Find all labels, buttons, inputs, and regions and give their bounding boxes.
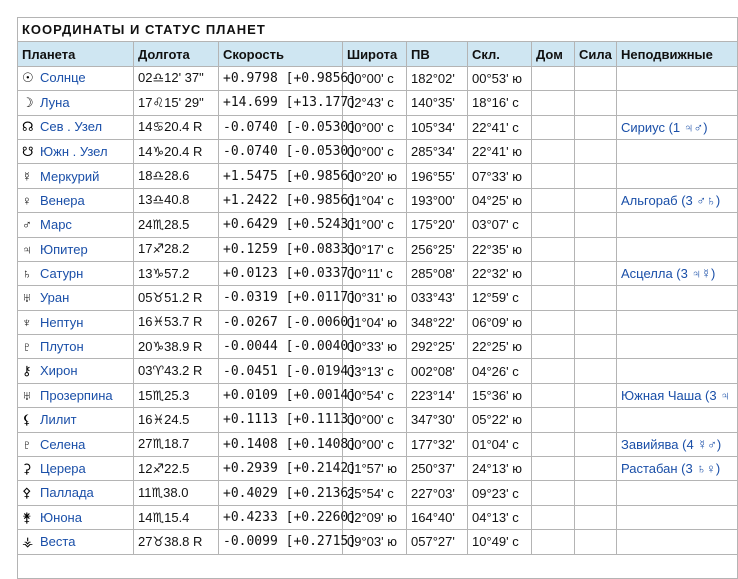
table-row — [18, 505, 738, 529]
table-row — [18, 335, 738, 359]
speed-cell: +1.2422 [+0.9856] — [219, 188, 343, 212]
power-cell — [575, 237, 617, 261]
ra-cell: 223°14' — [407, 383, 468, 407]
declination-cell: 22°35' ю — [468, 237, 532, 261]
fixed-star-link — [617, 213, 738, 237]
power-cell — [575, 164, 617, 188]
power-cell — [575, 91, 617, 115]
house-cell — [532, 530, 575, 554]
declination-cell: 15°36' ю — [468, 383, 532, 407]
fixed-star-link — [617, 505, 738, 529]
fixed-star-link — [617, 237, 738, 261]
planet-name-label[interactable]: Прозерпина — [40, 388, 113, 404]
speed-cell: -0.0099 [+0.2715] — [219, 530, 343, 554]
power-cell — [575, 261, 617, 285]
house-cell — [532, 383, 575, 407]
longitude-cell: 24♏28.5 — [134, 213, 219, 237]
speed-cell: +0.9798 [+0.9856] — [219, 66, 343, 90]
declination-cell: 04°26' с — [468, 359, 532, 383]
speed-cell: +0.0109 [+0.0014] — [219, 383, 343, 407]
planet-name-link[interactable] — [18, 335, 134, 359]
planet-name-label[interactable]: Марс — [40, 217, 72, 233]
table-row — [18, 164, 738, 188]
latitude-cell: 00°11' с — [343, 261, 407, 285]
planet-name-label[interactable]: Хирон — [40, 363, 78, 379]
longitude-cell: 16♓53.7 R — [134, 310, 219, 334]
table-row — [18, 91, 738, 115]
house-cell — [532, 432, 575, 456]
latitude-cell: 00°17' с — [343, 237, 407, 261]
speed-cell: -0.0740 [-0.0530] — [219, 139, 343, 163]
longitude-cell: 14♋20.4 R — [134, 115, 219, 139]
planet-name-label[interactable]: Уран — [40, 290, 70, 306]
power-cell — [575, 505, 617, 529]
longitude-cell: 14♏15.4 — [134, 505, 219, 529]
ra-cell: 196°55' — [407, 164, 468, 188]
fixed-star-link — [617, 335, 738, 359]
longitude-cell: 05♉51.2 R — [134, 286, 219, 310]
planet-name-link[interactable] — [18, 383, 134, 407]
house-cell — [532, 66, 575, 90]
longitude-cell: 02♎12' 37" — [134, 66, 219, 90]
declination-cell: 04°13' с — [468, 505, 532, 529]
latitude-cell: 01°04' с — [343, 188, 407, 212]
longitude-cell: 03♈43.2 R — [134, 359, 219, 383]
declination-cell: 22°32' ю — [468, 261, 532, 285]
ra-cell: 164°40' — [407, 505, 468, 529]
ra-cell: 033°43' — [407, 286, 468, 310]
longitude-cell: 18♎28.6 — [134, 164, 219, 188]
planet-status-table — [17, 17, 738, 579]
planet-name-link[interactable] — [18, 164, 134, 188]
latitude-cell: 01°57' ю — [343, 457, 407, 481]
speed-cell: +1.5475 [+0.9856] — [219, 164, 343, 188]
fixed-star-link[interactable]: Асцелла (3 ♃☿) — [617, 261, 738, 285]
planet-glyph-icon: ☽ — [22, 94, 34, 110]
fixed-star-link — [617, 359, 738, 383]
planet-name-link[interactable] — [18, 261, 134, 285]
ra-cell: 177°32' — [407, 432, 468, 456]
ra-cell: 002°08' — [407, 359, 468, 383]
house-cell — [532, 505, 575, 529]
declination-cell: 06°09' ю — [468, 310, 532, 334]
planet-glyph-icon: ☿ — [22, 168, 32, 184]
latitude-cell: 00°00' с — [343, 115, 407, 139]
ra-cell: 140°35' — [407, 91, 468, 115]
ra-cell: 175°20' — [407, 213, 468, 237]
power-cell — [575, 188, 617, 212]
longitude-cell: 13♎40.8 — [134, 188, 219, 212]
planet-name-link[interactable] — [18, 457, 134, 481]
col-header-longitude: Долгота — [134, 42, 219, 66]
table-title: КООРДИНАТЫ И СТАТУС ПЛАНЕТ — [18, 18, 738, 42]
planet-name-link[interactable] — [18, 139, 134, 163]
table-row — [18, 530, 738, 554]
declination-cell: 03°07' с — [468, 213, 532, 237]
planet-glyph-icon: ♀ — [22, 192, 32, 208]
longitude-cell: 27♏18.7 — [134, 432, 219, 456]
house-cell — [532, 261, 575, 285]
longitude-cell: 14♑20.4 R — [134, 139, 219, 163]
house-cell — [532, 237, 575, 261]
latitude-cell: 00°33' ю — [343, 335, 407, 359]
speed-cell: +0.2939 [+0.2142] — [219, 457, 343, 481]
table-row — [18, 383, 738, 407]
ra-cell: 105°34' — [407, 115, 468, 139]
power-cell — [575, 115, 617, 139]
planet-name-label[interactable]: Паллада — [40, 485, 94, 501]
speed-cell: +0.4233 [+0.2260] — [219, 505, 343, 529]
declination-cell: 10°49' с — [468, 530, 532, 554]
latitude-cell: 00°00' с — [343, 432, 407, 456]
ra-cell: 193°00' — [407, 188, 468, 212]
declination-cell: 07°33' ю — [468, 164, 532, 188]
planet-glyph-icon: ⚵ — [22, 509, 32, 525]
planet-name-link[interactable] — [18, 115, 134, 139]
fixed-star-link — [617, 530, 738, 554]
col-header-ra: ПВ — [407, 42, 468, 66]
fixed-star-link — [617, 66, 738, 90]
table-row — [18, 432, 738, 456]
planet-name-label[interactable]: Лилит — [40, 411, 77, 427]
house-cell — [532, 139, 575, 163]
ra-cell: 250°37' — [407, 457, 468, 481]
ra-cell: 057°27' — [407, 530, 468, 554]
planet-name-label[interactable]: Церера — [40, 460, 86, 476]
house-cell — [532, 359, 575, 383]
longitude-cell: 15♏25.3 — [134, 383, 219, 407]
planet-name-label[interactable]: Южн . Узел — [40, 143, 108, 159]
latitude-cell: 09°03' ю — [343, 530, 407, 554]
planet-glyph-icon: ☊ — [22, 119, 34, 135]
declination-cell: 12°59' с — [468, 286, 532, 310]
table-row — [18, 188, 738, 212]
speed-cell: -0.0740 [-0.0530] — [219, 115, 343, 139]
planet-name-link[interactable] — [18, 237, 134, 261]
planet-name-label[interactable]: Веста — [40, 533, 76, 549]
col-header-house: Дом — [532, 42, 575, 66]
declination-cell: 01°04' с — [468, 432, 532, 456]
planet-name-link[interactable] — [18, 505, 134, 529]
planet-glyph-icon: ⚷ — [22, 363, 32, 379]
latitude-cell: 01°04' ю — [343, 310, 407, 334]
planet-name-label[interactable]: Луна — [40, 94, 70, 110]
power-cell — [575, 457, 617, 481]
speed-cell: +0.0123 [+0.0337] — [219, 261, 343, 285]
power-cell — [575, 481, 617, 505]
fixed-star-link[interactable]: Завийява (4 ☿♂) — [617, 432, 738, 456]
planet-glyph-icon: ♄ — [22, 266, 32, 282]
power-cell — [575, 310, 617, 334]
longitude-cell: 13♑57.2 — [134, 261, 219, 285]
planet-glyph-icon: ♆ — [22, 314, 32, 330]
house-cell — [532, 91, 575, 115]
planet-name-label[interactable]: Юнона — [40, 509, 82, 525]
declination-cell: 22°41' ю — [468, 139, 532, 163]
speed-cell: -0.0451 [-0.0194] — [219, 359, 343, 383]
planet-name-link[interactable] — [18, 359, 134, 383]
planet-name-label[interactable]: Солнце — [40, 70, 86, 86]
planet-name-link[interactable] — [18, 530, 134, 554]
power-cell — [575, 383, 617, 407]
planet-glyph-icon: ⚴ — [22, 485, 32, 501]
power-cell — [575, 408, 617, 432]
latitude-cell: 00°00' с — [343, 408, 407, 432]
declination-cell: 05°22' ю — [468, 408, 532, 432]
house-cell — [532, 457, 575, 481]
house-cell — [532, 188, 575, 212]
ra-cell: 285°34' — [407, 139, 468, 163]
planet-name-link[interactable] — [18, 213, 134, 237]
table-row — [18, 66, 738, 90]
declination-cell: 00°53' ю — [468, 66, 532, 90]
planet-glyph-icon: ♇ — [22, 436, 32, 452]
house-cell — [532, 115, 575, 139]
ra-cell: 285°08' — [407, 261, 468, 285]
header-row — [18, 42, 738, 66]
declination-cell: 24°13' ю — [468, 457, 532, 481]
planet-glyph-icon: ♅ — [22, 290, 32, 306]
planet-glyph-icon: ⚸ — [22, 411, 32, 427]
house-cell — [532, 213, 575, 237]
latitude-cell: 00°31' ю — [343, 286, 407, 310]
declination-cell: 04°25' ю — [468, 188, 532, 212]
fixed-star-link[interactable]: Сириус (1 ♃♂) — [617, 115, 738, 139]
planet-glyph-icon: ♅ — [22, 388, 32, 404]
planet-glyph-icon: ⚶ — [22, 533, 34, 549]
planet-name-label[interactable]: Селена — [40, 436, 86, 452]
planet-name-label[interactable]: Плутон — [40, 339, 84, 355]
latitude-cell: 00°00' с — [343, 66, 407, 90]
fixed-star-link — [617, 286, 738, 310]
declination-cell: 22°41' с — [468, 115, 532, 139]
declination-cell: 22°25' ю — [468, 335, 532, 359]
power-cell — [575, 139, 617, 163]
longitude-cell: 27♉38.8 R — [134, 530, 219, 554]
fixed-star-link — [617, 310, 738, 334]
power-cell — [575, 66, 617, 90]
fixed-star-link[interactable]: Южная Чаша (3 ♃ — [617, 383, 738, 407]
power-cell — [575, 359, 617, 383]
latitude-cell: 00°20' ю — [343, 164, 407, 188]
ra-cell: 347°30' — [407, 408, 468, 432]
latitude-cell: 01°00' с — [343, 213, 407, 237]
speed-cell: +0.1259 [+0.0833] — [219, 237, 343, 261]
longitude-cell: 11♏38.0 — [134, 481, 219, 505]
table-row — [18, 457, 738, 481]
col-header-power: Сила — [575, 42, 617, 66]
ra-cell: 292°25' — [407, 335, 468, 359]
fixed-star-link — [617, 139, 738, 163]
planet-name-label[interactable]: Венера — [40, 192, 85, 208]
house-cell — [532, 286, 575, 310]
planet-glyph-icon: ☉ — [22, 70, 34, 86]
table-row — [18, 115, 738, 139]
power-cell — [575, 432, 617, 456]
col-header-declination: Скл. — [468, 42, 532, 66]
ra-cell: 348°22' — [407, 310, 468, 334]
planet-name-link[interactable] — [18, 286, 134, 310]
table-footer-row — [18, 554, 738, 578]
fixed-star-link — [617, 408, 738, 432]
planet-glyph-icon: ♃ — [22, 241, 32, 257]
speed-cell: -0.0319 [+0.0117] — [219, 286, 343, 310]
planet-name-label[interactable]: Юпитер — [40, 241, 88, 257]
latitude-cell: 03°13' с — [343, 359, 407, 383]
declination-cell: 09°23' с — [468, 481, 532, 505]
planet-name-label[interactable]: Меркурий — [40, 168, 100, 184]
planet-glyph-icon: ♂ — [22, 217, 32, 233]
latitude-cell: 02°09' ю — [343, 505, 407, 529]
planet-name-link[interactable] — [18, 432, 134, 456]
power-cell — [575, 213, 617, 237]
planet-name-link[interactable] — [18, 188, 134, 212]
ra-cell: 256°25' — [407, 237, 468, 261]
speed-cell: -0.0267 [-0.0060] — [219, 310, 343, 334]
speed-cell: +0.4029 [+0.2136] — [219, 481, 343, 505]
planet-glyph-icon: ☋ — [22, 143, 34, 159]
longitude-cell: 12♐22.5 — [134, 457, 219, 481]
col-header-fixed-stars: Неподвижные — [617, 42, 738, 66]
fixed-star-link — [617, 164, 738, 188]
planet-glyph-icon: ♇ — [22, 339, 32, 355]
fixed-star-link[interactable]: Альгораб (3 ♂♄) — [617, 188, 738, 212]
ra-cell: 182°02' — [407, 66, 468, 90]
house-cell — [532, 335, 575, 359]
col-header-speed: Скорость — [219, 42, 343, 66]
table-row — [18, 481, 738, 505]
declination-cell: 18°16' с — [468, 91, 532, 115]
speed-cell: -0.0044 [-0.0040] — [219, 335, 343, 359]
power-cell — [575, 530, 617, 554]
planet-glyph-icon: ⚳ — [22, 460, 32, 476]
table-row — [18, 213, 738, 237]
speed-cell: +0.1408 [+0.1408] — [219, 432, 343, 456]
planet-name-link[interactable] — [18, 66, 134, 90]
fixed-star-link — [617, 481, 738, 505]
planet-name-link[interactable] — [18, 481, 134, 505]
fixed-star-link — [617, 91, 738, 115]
speed-cell: +14.699 [+13.177] — [219, 91, 343, 115]
speed-cell: +0.6429 [+0.5243] — [219, 213, 343, 237]
table-row — [18, 359, 738, 383]
table-row — [18, 310, 738, 334]
planet-name-link[interactable] — [18, 408, 134, 432]
col-header-planet: Планета — [18, 42, 134, 66]
house-cell — [532, 310, 575, 334]
col-header-latitude: Широта — [343, 42, 407, 66]
house-cell — [532, 481, 575, 505]
latitude-cell: 00°00' с — [343, 139, 407, 163]
longitude-cell: 16♓24.5 — [134, 408, 219, 432]
latitude-cell: 02°43' с — [343, 91, 407, 115]
speed-cell: +0.1113 [+0.1113] — [219, 408, 343, 432]
latitude-cell: 25°54' с — [343, 481, 407, 505]
longitude-cell: 17♌15' 29" — [134, 91, 219, 115]
house-cell — [532, 408, 575, 432]
fixed-star-link[interactable]: Растабан (3 ♄♀) — [617, 457, 738, 481]
table-row — [18, 286, 738, 310]
longitude-cell: 17♐28.2 — [134, 237, 219, 261]
table-row — [18, 408, 738, 432]
table-row — [18, 139, 738, 163]
planet-name-link[interactable] — [18, 310, 134, 334]
house-cell — [532, 164, 575, 188]
planet-name-label[interactable]: Нептун — [40, 314, 84, 330]
power-cell — [575, 335, 617, 359]
table-row — [18, 261, 738, 285]
table-footer — [18, 554, 738, 578]
ra-cell: 227°03' — [407, 481, 468, 505]
table-row — [18, 237, 738, 261]
latitude-cell: 00°54' с — [343, 383, 407, 407]
planet-name-label[interactable]: Сев . Узел — [40, 119, 103, 135]
planet-name-label[interactable]: Сатурн — [40, 266, 84, 282]
power-cell — [575, 286, 617, 310]
planet-name-link[interactable] — [18, 91, 134, 115]
longitude-cell: 20♑38.9 R — [134, 335, 219, 359]
